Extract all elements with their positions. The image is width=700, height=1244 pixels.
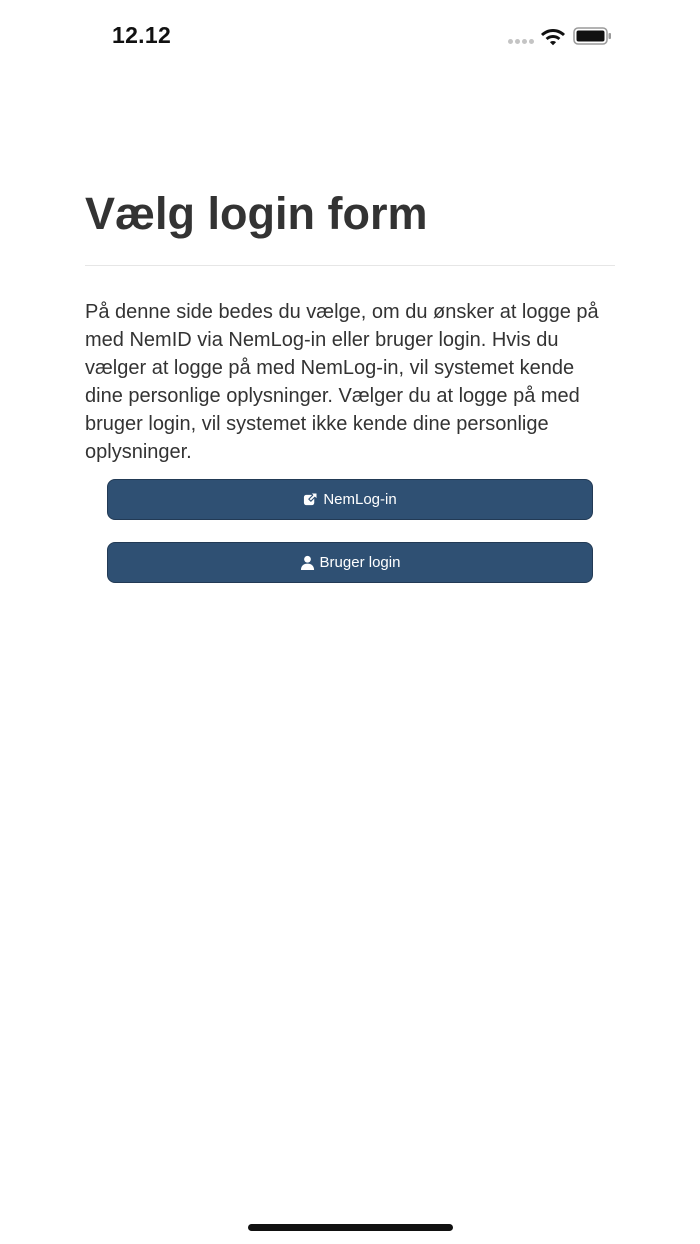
wifi-icon <box>540 26 566 46</box>
battery-icon <box>573 26 613 46</box>
description-text: På denne side bedes du vælge, om du ønsker at logge på med NemID via NemLog-in eller bruger login. Hvis du vælger at logge på med NemLog-in, vil systemet kende dine personlige oplysninger. Vælger du at logge på med bruger login, vil systemet ikke kende dine personlige oplysninger. <box>85 301 599 463</box>
cellular-signal-icon <box>508 39 534 45</box>
home-indicator[interactable] <box>248 1224 453 1231</box>
divider <box>85 265 615 266</box>
status-time: 12.12 <box>112 22 172 48</box>
nemlogin-button[interactable] <box>107 479 593 520</box>
page-title: Vælg login form <box>85 188 428 239</box>
nemlogin-button-label: NemLog-in <box>323 491 397 508</box>
bruger-login-button-label: Bruger login <box>319 554 401 571</box>
status-bar <box>0 0 700 74</box>
user-icon <box>300 555 315 570</box>
external-link-icon <box>303 492 318 507</box>
bruger-login-button[interactable] <box>107 542 593 583</box>
